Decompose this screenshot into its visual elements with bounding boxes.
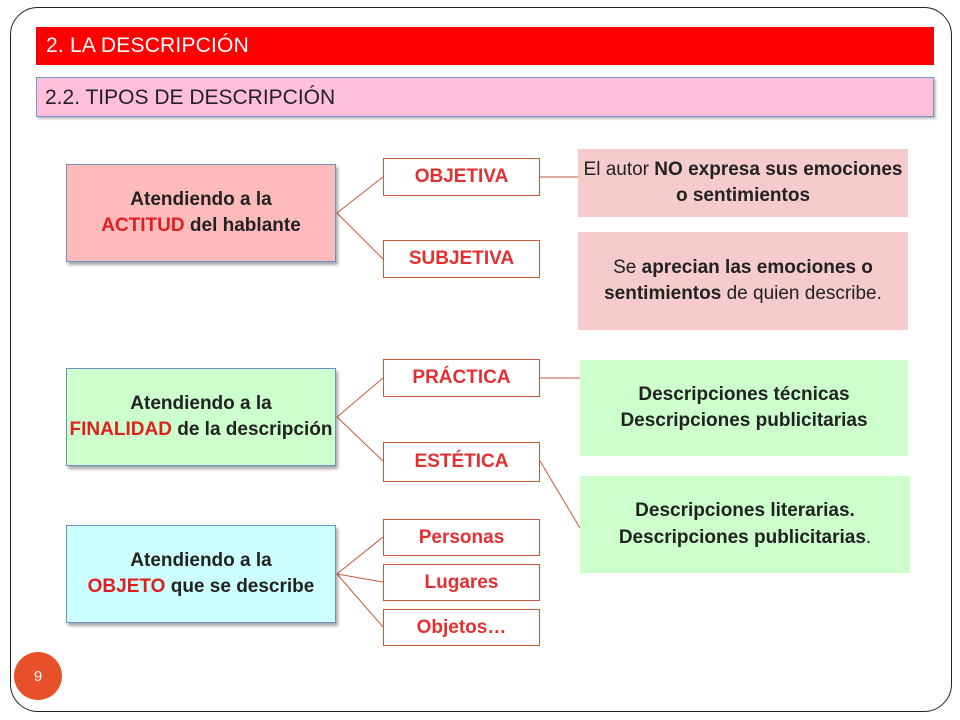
description-estetica-line2: Descripciones publicitarias [618,526,866,548]
type-objetos: Objetos… [383,609,540,646]
category-actitud-prefix: Atendiendo a la [130,188,272,210]
category-actitud-suffix: del hablante [189,215,301,236]
description-subjetiva-end: de quien describe. [721,283,882,304]
section-title: 2. LA DESCRIPCIÓN [36,27,934,65]
connector-finalidad-practica [337,378,383,417]
connector-actitud-subjetiva [337,213,383,259]
type-practica: PRÁCTICA [383,359,540,397]
category-objeto [66,525,336,623]
description-subjetiva [578,232,908,330]
connector-objeto-lugares [337,574,383,582]
description-estetica-period: . [865,526,872,548]
description-practica-line2: Descripciones publicitarias [620,410,868,431]
category-objeto-suffix: que se describe [170,576,315,597]
connector-finalidad-estetica [337,417,383,461]
connector-objeto-objetos [337,574,383,627]
description-objetiva [578,149,908,217]
description-estetica [580,476,910,573]
type-personas: Personas [383,519,540,556]
connector-objeto-personas [337,537,383,574]
type-objetiva: OBJETIVA [383,158,540,196]
category-actitud [66,164,336,262]
description-estetica-line1: Descripciones literarias. [635,500,855,522]
category-finalidad [66,368,336,466]
page-number-badge: 9 [14,652,62,700]
category-actitud-keyword: ACTITUD [101,215,185,236]
category-finalidad-suffix: de la descripción [177,419,333,440]
connector-actitud-objetiva [337,177,383,213]
category-finalidad-prefix: Atendiendo a la [130,392,272,414]
type-lugares: Lugares [383,564,540,601]
subsection-title: 2.2. TIPOS DE DESCRIPCIÓN [36,77,934,117]
category-objeto-keyword: OBJETO [87,576,166,597]
description-objetiva-plain: El autor [583,158,655,180]
connector-estetica-desc [540,461,580,528]
description-subjetiva-start: Se [613,256,642,278]
description-subjetiva-bold: aprecian las emociones o sentimientos [604,256,873,304]
category-objeto-prefix: Atendiendo a la [130,549,272,571]
description-practica [580,360,908,456]
description-practica-line1: Descripciones técnicas [638,383,850,405]
description-objetiva-bold: NO expresa sus emociones o sentimientos [654,158,903,206]
type-subjetiva: SUBJETIVA [383,240,540,278]
category-finalidad-keyword: FINALIDAD [69,419,172,440]
type-estetica: ESTÉTICA [383,442,540,482]
